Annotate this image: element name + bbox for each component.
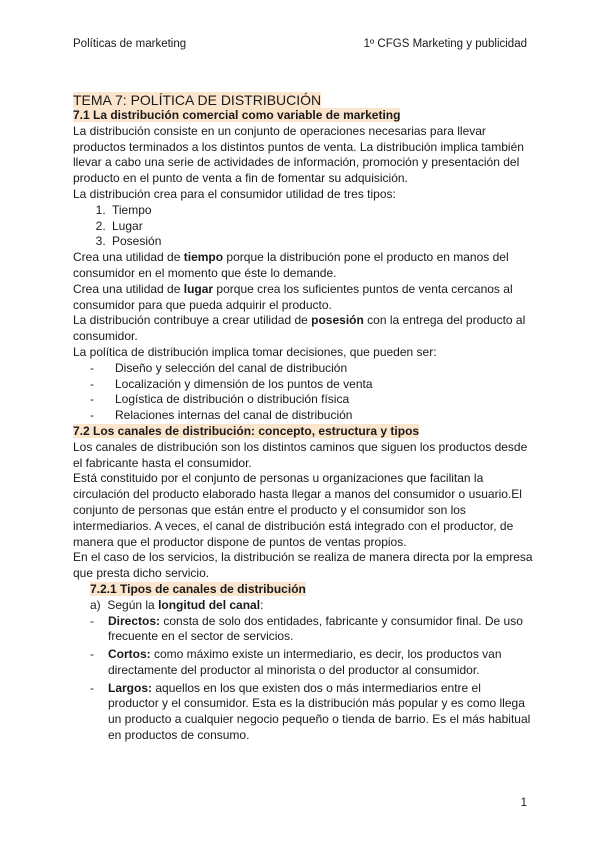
section-heading-7-1-text: 7.1 La distribución comercial como variable de marketing [73, 108, 401, 122]
bold-term: lugar [183, 281, 214, 296]
section-heading-7-2-1 [73, 582, 533, 598]
text: consta de solo dos entidades, fabricante y consumidor final. De uso frecuente en el sector de servicios. [108, 613, 523, 644]
list-item [73, 614, 533, 646]
channel-type-list [73, 614, 533, 744]
bold-term: longitud del canal [158, 597, 261, 612]
page-number: 1 [520, 797, 527, 809]
section-heading-7-1 [73, 108, 533, 124]
text: aquellos en los que existen dos o más intermediarios entre el productor y el consumidor. Esta es la distribución más popular y es como llega un producto a cualquier negocio pequeño o tienda de barrio. Es el más habitual en productos de consumo. [108, 680, 531, 743]
text: porque la distribución pone el producto en manos del consumidor en el momento que éste lo demande. [73, 250, 509, 280]
list-item: - Logística de distribución o distribución física [90, 392, 533, 408]
text: Según la [107, 597, 159, 612]
paragraph: La distribución consiste en un conjunto de operaciones necesarias para llevar productos terminados a los distintos puntos de venta. La distribución implica también llevar a cabo una serie de actividades de información, promoción y presentación del producto en el punto de venta a fin de fomentar su adquisición. [73, 123, 524, 186]
header-subject: Políticas de marketing [73, 38, 187, 50]
bold-term: Cortos: [108, 647, 151, 662]
bold-term: Directos: [108, 613, 161, 628]
bold-term: tiempo [183, 250, 224, 265]
list-item: - Localización y dimensión de los puntos de venta [90, 377, 533, 393]
list-item: 3. Posesión [109, 234, 533, 250]
paragraph: La política de distribución implica tomar decisiones, que pueden ser: [73, 344, 437, 359]
text: Crea una utilidad de [73, 281, 184, 296]
paragraph [73, 313, 533, 345]
section-heading-7-2-text: 7.2 Los canales de distribución: concepto, estructura y tipos [73, 423, 420, 438]
text: con la entrega del producto al consumidor. [73, 313, 526, 344]
list-item [73, 681, 533, 744]
section-heading-7-2-1-text: 7.2.1 Tipos de canales de distribución [90, 581, 306, 596]
paragraph [73, 250, 533, 282]
text: La distribución contribuye a crear utilidad de [73, 313, 312, 328]
paragraph: Los canales de distribución son los distintos caminos que siguen los productos desde el fabricante hasta el consumidor. [73, 439, 528, 470]
list-item [73, 647, 533, 679]
title-text: TEMA 7: POLÍTICA DE DISTRIBUCIÓN [73, 92, 322, 108]
text: porque crea los suficientes puntos de venta cercanos al consumidor para que pueda adquirir el producto. [73, 281, 513, 312]
paragraph [73, 282, 533, 314]
list-item: 2. Lugar [109, 219, 533, 235]
text: Crea una utilidad de [73, 250, 184, 265]
bold-term: Largos: [108, 680, 153, 695]
paragraph: Está constituido por el conjunto de personas u organizaciones que facilitan la circulación del producto elaborado hasta llegar a manos del consumidor o usuario.El conjunto de personas que están entre el producto y el consumidor son los intermediarios. A veces, el canal de distribución está integrado con el productor, de manera que el productor dispone de puntos de ventas propios. [73, 471, 522, 549]
list-item: - Diseño y selección del canal de distribución [90, 361, 533, 377]
paragraph: En el caso de los servicios, la distribución se realiza de manera directa por la empresa que presta dicho servicio. [73, 550, 533, 581]
text: : [260, 597, 264, 612]
page-title [73, 92, 533, 108]
utility-list [73, 203, 533, 250]
list-item: - Relaciones internas del canal de distribución [90, 408, 533, 424]
text: como máximo existe un intermediario, es decir, los productos van directamente del productor al minorista o del productor al consumidor. [108, 647, 502, 677]
document-body [73, 92, 533, 746]
header-course: 1º CFGS Marketing y publicidad [363, 38, 527, 50]
bold-term: posesión [311, 313, 364, 328]
paragraph: La distribución crea para el consumidor utilidad de tres tipos: [73, 186, 396, 201]
sublist-marker: a) [90, 597, 101, 612]
section-heading-7-2 [73, 424, 533, 440]
sublist-intro [73, 598, 533, 614]
list-item: 1. Tiempo [109, 203, 533, 219]
decision-list [73, 361, 533, 424]
